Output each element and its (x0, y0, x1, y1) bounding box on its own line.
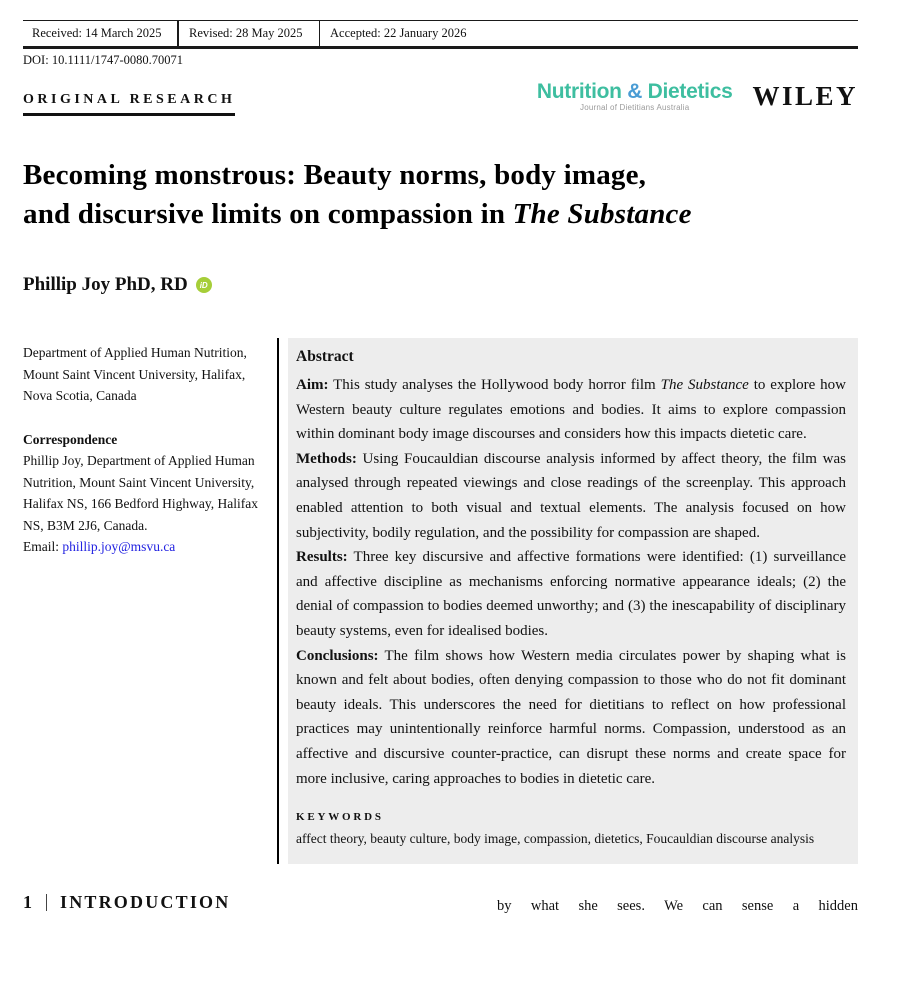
journal-name-post: Dietetics (642, 80, 733, 103)
title-line1: Becoming monstrous: Beauty norms, body image, (23, 159, 647, 191)
abstract-results (296, 545, 846, 643)
keywords-block (296, 811, 846, 848)
affiliation: Department of Applied Human Nutrition, Mount Saint Vincent University, Halifax, Nova Scotia, Canada (23, 345, 247, 403)
correspondence-text (23, 450, 263, 558)
journal-logo (537, 80, 733, 112)
section-number: 1 (23, 892, 33, 913)
article-title (23, 156, 858, 234)
journal-ampersand: & (627, 80, 643, 103)
aim-film-name: The Substance (660, 377, 749, 393)
abstract-box (288, 338, 858, 864)
methods-text: Using Foucauldian discourse analysis informed by affect theory, the film was analysed through repeated viewings and close readings of the screenplay. This approach enabled attention to both visual and textual elements. The analysis focused on how subjectivity, bodily regulation, and the possibility for compassion are shaped. (296, 450, 846, 541)
column-divider (277, 338, 279, 864)
journal-tagline: Journal of Dietitians Australia (580, 103, 690, 112)
aim-label: Aim: (296, 377, 329, 393)
orcid-icon[interactable]: iD (196, 277, 212, 293)
header-row (23, 80, 858, 116)
abstract-heading: Abstract (296, 348, 354, 365)
wiley-wordmark: WILEY (752, 80, 858, 111)
body-text-snippet: by what she sees. We can sense a hidden (497, 898, 858, 915)
title-film-name: The Substance (512, 198, 692, 230)
brand-block (537, 80, 858, 116)
author-row (23, 274, 858, 296)
aim-text-pre: This study analyses the Hollywood body horror film (328, 377, 661, 393)
revised-date: Revised: 28 May 2025 (188, 26, 303, 40)
correspondence-heading: Correspondence (23, 431, 118, 447)
methods-label: Methods: (296, 450, 357, 467)
email-link[interactable]: phillip.joy@msvu.ca (62, 539, 176, 554)
abstract-conclusions (296, 644, 846, 792)
article-info-column (23, 338, 263, 864)
keywords-text: affect theory, beauty culture, body image, compassion, dietetics, Foucauldian discourse analysis (296, 831, 815, 847)
two-column-block (23, 338, 858, 864)
section-heading-divider (46, 894, 48, 911)
article-category: ORIGINAL RESEARCH (23, 92, 235, 116)
abstract-aim (296, 373, 846, 447)
received-date: Received: 14 March 2025 (32, 26, 162, 40)
accepted-date: Accepted: 22 January 2026 (330, 26, 467, 40)
conclusions-text: The film shows how Western media circulates power by shaping what is known and felt about bodies, often denying compassion to those who do not fit dominant beauty ideals. This underscores the need for dietitians to reflect on how professional practices may unintentionally reinforce harmful norms. Compassion, understood as an affective and discursive counter-practice, can disrupt these norms and create space for more inclusive, caring approaches to bodies in dietetic care. (296, 647, 846, 787)
doi: DOI: 10.1111/1747-0080.70071 (23, 53, 184, 67)
email-label: Email: (23, 539, 63, 554)
results-text: Three key discursive and affective formations were identified: (1) surveillance and affective discipline as mechanisms enforcing normative appearance ideals; (2) the denial of compassion to bodies deemed unworthy; and (3) the inescapability of disciplinary beauty systems, even for idealised bodies. (296, 549, 846, 639)
submission-history-bar (23, 20, 858, 49)
correspondence-address: Phillip Joy, Department of Applied Human Nutrition, Mount Saint Vincent University, Halifax NS, 166 Bedford Highway, Halifax NS, B3M 2J6, Canada. (23, 453, 258, 533)
title-line2-prefix: and discursive limits on compassion in (23, 198, 513, 230)
keywords-heading: KEYWORDS (296, 811, 384, 824)
section-title: INTRODUCTION (60, 892, 231, 913)
abstract-methods (296, 447, 846, 545)
page-footer-row (23, 892, 858, 922)
author-name: Phillip Joy PhD, RD (23, 274, 188, 295)
journal-name-pre: Nutrition (536, 80, 628, 103)
results-label: Results: (296, 549, 348, 566)
aim-text-post: to explore how Western beauty culture regulates emotions and bodies. It aims to explore compassion within dominant body image discourses and considers how this impacts dietetic care. (296, 377, 846, 443)
conclusions-label: Conclusions: (296, 647, 379, 664)
journal-name (537, 80, 733, 104)
